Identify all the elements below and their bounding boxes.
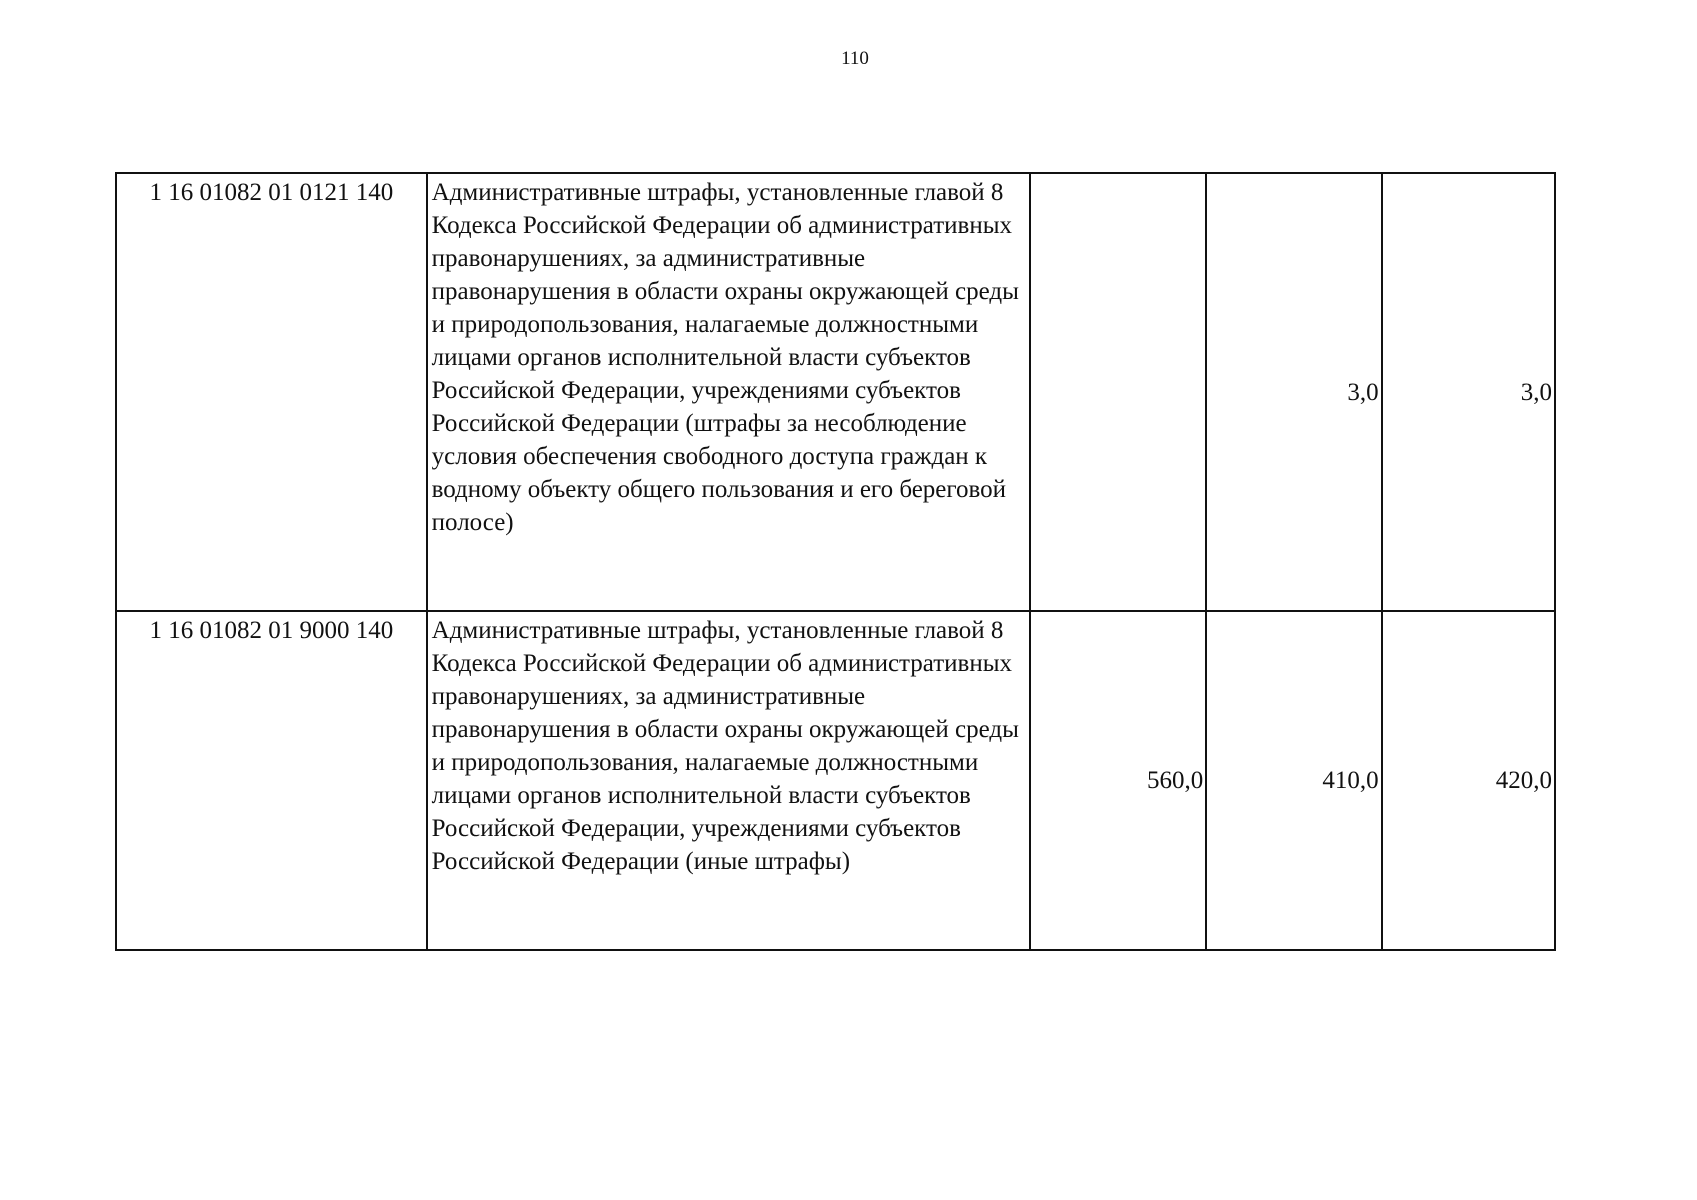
table-row (116, 173, 1555, 611)
value-cell-1: 560,0 (1030, 611, 1206, 950)
budget-code-cell: 1 16 01082 01 9000 140 (116, 611, 427, 950)
value-cell-3: 420,0 (1382, 611, 1555, 950)
description-cell: Административные штрафы, установленные главой 8 Кодекса Российской Федерации об административных правонарушениях, за административные правонарушения в области охраны окружающей среды и природопользования, налагаемые должностными лицами органов исполнительной власти субъектов Российской Федерации, учреждениями субъектов Российской Федерации (иные штрафы) (427, 611, 1030, 950)
budget-table (115, 172, 1556, 951)
description-cell: Административные штрафы, установленные главой 8 Кодекса Российской Федерации об административных правонарушениях, за административные правонарушения в области охраны окружающей среды и природопользования, налагаемые должностными лицами органов исполнительной власти субъектов Российской Федерации, учреждениями субъектов Российской Федерации (штрафы за несоблюдение условия обеспечения свободного доступа граждан к водному объекту общего пользования и его береговой полосе) (427, 173, 1030, 611)
value-cell-3: 3,0 (1382, 173, 1555, 611)
value-cell-1 (1030, 173, 1206, 611)
value-cell-2: 3,0 (1206, 173, 1381, 611)
page-number: 110 (841, 48, 869, 69)
table-row (116, 611, 1555, 950)
value-cell-2: 410,0 (1206, 611, 1381, 950)
budget-code-cell: 1 16 01082 01 0121 140 (116, 173, 427, 611)
